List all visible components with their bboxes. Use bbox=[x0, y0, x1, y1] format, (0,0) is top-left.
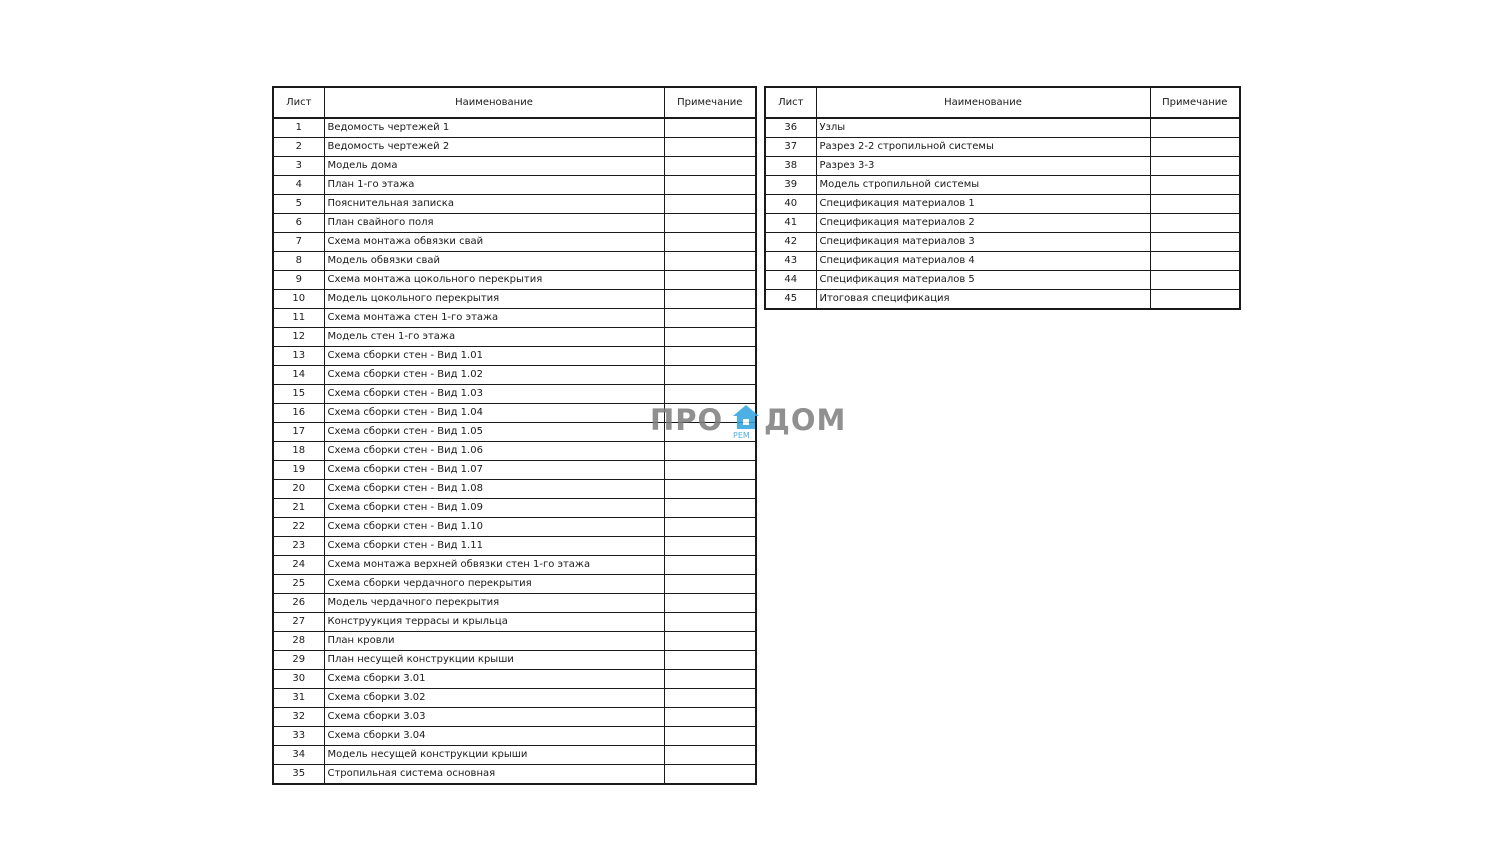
sheet-name: Модель цокольного перекрытия bbox=[324, 290, 664, 309]
sheet-note bbox=[664, 442, 756, 461]
sheet-note bbox=[664, 366, 756, 385]
sheet-note bbox=[664, 727, 756, 746]
header-sheet: Лист bbox=[765, 87, 816, 118]
sheet-name: Схема сборки чердачного перекрытия bbox=[324, 575, 664, 594]
sheet-number: 1 bbox=[273, 118, 324, 138]
sheet-number: 25 bbox=[273, 575, 324, 594]
table-row bbox=[273, 594, 756, 613]
sheet-number: 4 bbox=[273, 176, 324, 195]
table-row bbox=[273, 575, 756, 594]
sheet-note bbox=[1150, 118, 1240, 138]
sheet-name: Схема сборки стен - Вид 1.07 bbox=[324, 461, 664, 480]
table-row bbox=[273, 442, 756, 461]
watermark-logo bbox=[650, 403, 850, 439]
sheet-name: Схема сборки стен - Вид 1.10 bbox=[324, 518, 664, 537]
table-row bbox=[273, 118, 756, 138]
watermark-left-text: ПРО bbox=[650, 403, 724, 437]
sheet-note bbox=[664, 575, 756, 594]
table-row bbox=[273, 765, 756, 785]
header-sheet: Лист bbox=[273, 87, 324, 118]
sheet-name: Схема сборки 3.02 bbox=[324, 689, 664, 708]
sheet-number: 17 bbox=[273, 423, 324, 442]
sheet-name: Схема сборки стен - Вид 1.11 bbox=[324, 537, 664, 556]
sheet-number: 42 bbox=[765, 233, 816, 252]
sheet-note bbox=[664, 252, 756, 271]
table-row bbox=[765, 195, 1240, 214]
table-row bbox=[273, 556, 756, 575]
sheet-name: План кровли bbox=[324, 632, 664, 651]
sheet-note bbox=[1150, 195, 1240, 214]
sheet-name: Разрез 2-2 стропильной системы bbox=[816, 138, 1150, 157]
sheet-note bbox=[664, 328, 756, 347]
sheet-note bbox=[1150, 233, 1240, 252]
sheet-name: План свайного поля bbox=[324, 214, 664, 233]
table-header-row bbox=[765, 87, 1240, 118]
sheet-name: План несущей конструкции крыши bbox=[324, 651, 664, 670]
sheet-name: Модель несущей конструкции крыши bbox=[324, 746, 664, 765]
sheet-name: Схема сборки стен - Вид 1.09 bbox=[324, 499, 664, 518]
sheet-name: Итоговая спецификация bbox=[816, 290, 1150, 310]
sheet-number: 32 bbox=[273, 708, 324, 727]
sheet-number: 19 bbox=[273, 461, 324, 480]
sheet-name: Схема монтажа цокольного перекрытия bbox=[324, 271, 664, 290]
table-row bbox=[273, 195, 756, 214]
sheet-note bbox=[664, 689, 756, 708]
sheet-note bbox=[1150, 290, 1240, 310]
sheet-note bbox=[664, 518, 756, 537]
sheet-name: Стропильная система основная bbox=[324, 765, 664, 785]
table-row bbox=[273, 309, 756, 328]
table-row bbox=[273, 252, 756, 271]
table-row bbox=[273, 670, 756, 689]
sheet-note bbox=[1150, 214, 1240, 233]
table-row bbox=[273, 518, 756, 537]
sheet-name: Спецификация материалов 4 bbox=[816, 252, 1150, 271]
table-row bbox=[273, 157, 756, 176]
sheet-number: 2 bbox=[273, 138, 324, 157]
table-row bbox=[765, 176, 1240, 195]
sheet-number: 6 bbox=[273, 214, 324, 233]
sheet-name: Схема монтажа стен 1-го этажа bbox=[324, 309, 664, 328]
table-row bbox=[273, 328, 756, 347]
sheet-number: 24 bbox=[273, 556, 324, 575]
sheet-name: Модель дома bbox=[324, 157, 664, 176]
sheet-number: 3 bbox=[273, 157, 324, 176]
sheet-name: Модель чердачного перекрытия bbox=[324, 594, 664, 613]
sheet-note bbox=[664, 138, 756, 157]
header-note: Примечание bbox=[664, 87, 756, 118]
sheet-note bbox=[664, 670, 756, 689]
table-header-row bbox=[273, 87, 756, 118]
sheet-name: Схема сборки стен - Вид 1.06 bbox=[324, 442, 664, 461]
table-row bbox=[765, 214, 1240, 233]
table-row bbox=[273, 347, 756, 366]
sheet-number: 38 bbox=[765, 157, 816, 176]
table-row bbox=[273, 499, 756, 518]
header-note: Примечание bbox=[1150, 87, 1240, 118]
sheet-name: Спецификация материалов 1 bbox=[816, 195, 1150, 214]
sheet-name: Модель стен 1-го этажа bbox=[324, 328, 664, 347]
sheet-name: Схема сборки стен - Вид 1.05 bbox=[324, 423, 664, 442]
sheet-note bbox=[1150, 138, 1240, 157]
table-row bbox=[273, 537, 756, 556]
sheet-name: Ведомость чертежей 1 bbox=[324, 118, 664, 138]
sheet-number: 20 bbox=[273, 480, 324, 499]
sheet-note bbox=[664, 214, 756, 233]
sheet-note bbox=[664, 708, 756, 727]
sheet-name: Конструукция террасы и крыльца bbox=[324, 613, 664, 632]
sheet-note bbox=[664, 556, 756, 575]
sheet-name: Схема сборки стен - Вид 1.02 bbox=[324, 366, 664, 385]
sheet-number: 29 bbox=[273, 651, 324, 670]
table-body-left bbox=[273, 118, 756, 784]
sheet-name: Спецификация материалов 2 bbox=[816, 214, 1150, 233]
sheet-number: 18 bbox=[273, 442, 324, 461]
sheet-note bbox=[664, 233, 756, 252]
table-row bbox=[765, 290, 1240, 310]
sheet-number: 21 bbox=[273, 499, 324, 518]
header-name: Наименование bbox=[324, 87, 664, 118]
sheet-note bbox=[664, 347, 756, 366]
table-row bbox=[273, 385, 756, 404]
sheet-name: Разрез 3-3 bbox=[816, 157, 1150, 176]
sheet-name: Модель стропильной системы bbox=[816, 176, 1150, 195]
table-row bbox=[765, 233, 1240, 252]
table-row bbox=[765, 118, 1240, 138]
sheet-name: Схема сборки 3.01 bbox=[324, 670, 664, 689]
table-body-right bbox=[765, 118, 1240, 309]
sheet-number: 11 bbox=[273, 309, 324, 328]
sheet-note bbox=[664, 176, 756, 195]
sheet-note bbox=[664, 385, 756, 404]
sheet-name: Схема сборки стен - Вид 1.08 bbox=[324, 480, 664, 499]
sheet-number: 7 bbox=[273, 233, 324, 252]
sheet-number: 5 bbox=[273, 195, 324, 214]
table-row bbox=[273, 689, 756, 708]
table-row bbox=[273, 176, 756, 195]
sheet-note bbox=[664, 499, 756, 518]
sheet-name: Схема монтажа обвязки свай bbox=[324, 233, 664, 252]
sheet-number: 33 bbox=[273, 727, 324, 746]
sheet-note bbox=[664, 480, 756, 499]
drawing-list-table-right bbox=[764, 86, 1241, 310]
sheet-number: 35 bbox=[273, 765, 324, 785]
sheet-name: Узлы bbox=[816, 118, 1150, 138]
sheet-note bbox=[664, 613, 756, 632]
sheet-number: 39 bbox=[765, 176, 816, 195]
sheet-note bbox=[664, 309, 756, 328]
sheet-number: 45 bbox=[765, 290, 816, 310]
table-row bbox=[273, 480, 756, 499]
sheet-note bbox=[664, 651, 756, 670]
table-row bbox=[273, 746, 756, 765]
sheet-note bbox=[664, 195, 756, 214]
sheet-note bbox=[664, 157, 756, 176]
sheet-number: 41 bbox=[765, 214, 816, 233]
sheet-note bbox=[664, 290, 756, 309]
sheet-note bbox=[1150, 271, 1240, 290]
sheet-number: 13 bbox=[273, 347, 324, 366]
sheet-note bbox=[664, 118, 756, 138]
sheet-number: 37 bbox=[765, 138, 816, 157]
table-row bbox=[273, 366, 756, 385]
sheet-name: Схема сборки стен - Вид 1.04 bbox=[324, 404, 664, 423]
sheet-name: Схема монтажа верхней обвязки стен 1-го этажа bbox=[324, 556, 664, 575]
sheet-number: 9 bbox=[273, 271, 324, 290]
table-row bbox=[273, 233, 756, 252]
sheet-name: Спецификация материалов 5 bbox=[816, 271, 1150, 290]
table-row bbox=[273, 613, 756, 632]
sheet-number: 27 bbox=[273, 613, 324, 632]
sheet-note bbox=[664, 537, 756, 556]
sheet-number: 15 bbox=[273, 385, 324, 404]
sheet-name: Схема сборки стен - Вид 1.03 bbox=[324, 385, 664, 404]
sheet-number: 40 bbox=[765, 195, 816, 214]
table-row bbox=[765, 138, 1240, 157]
sheet-number: 43 bbox=[765, 252, 816, 271]
sheet-number: 12 bbox=[273, 328, 324, 347]
sheet-number: 8 bbox=[273, 252, 324, 271]
table-continuation-edge bbox=[272, 757, 757, 760]
sheet-name: Схема сборки стен - Вид 1.01 bbox=[324, 347, 664, 366]
sheet-number: 14 bbox=[273, 366, 324, 385]
sheet-number: 16 bbox=[273, 404, 324, 423]
sheet-note bbox=[1150, 252, 1240, 271]
sheet-number: 31 bbox=[273, 689, 324, 708]
watermark-sub-text: РЕМ bbox=[733, 431, 750, 440]
table-row bbox=[273, 708, 756, 727]
sheet-note bbox=[664, 461, 756, 480]
table-row bbox=[273, 461, 756, 480]
sheet-note bbox=[664, 271, 756, 290]
table-row bbox=[273, 632, 756, 651]
header-name: Наименование bbox=[816, 87, 1150, 118]
sheet-note bbox=[664, 632, 756, 651]
sheet-name: Ведомость чертежей 2 bbox=[324, 138, 664, 157]
sheet-number: 28 bbox=[273, 632, 324, 651]
sheet-note bbox=[664, 765, 756, 785]
sheet-note bbox=[664, 746, 756, 765]
sheet-number: 30 bbox=[273, 670, 324, 689]
table-row bbox=[273, 271, 756, 290]
sheet-number: 23 bbox=[273, 537, 324, 556]
house-icon bbox=[732, 403, 760, 429]
sheet-number: 22 bbox=[273, 518, 324, 537]
sheet-number: 26 bbox=[273, 594, 324, 613]
sheet-note bbox=[1150, 176, 1240, 195]
watermark-right-text: ДОМ bbox=[764, 403, 847, 437]
table-row bbox=[273, 138, 756, 157]
table-row bbox=[765, 252, 1240, 271]
sheet-number: 44 bbox=[765, 271, 816, 290]
table-row bbox=[273, 214, 756, 233]
table-row bbox=[273, 651, 756, 670]
sheet-name: Модель обвязки свай bbox=[324, 252, 664, 271]
sheet-name: Спецификация материалов 3 bbox=[816, 233, 1150, 252]
sheet-name: Схема сборки 3.03 bbox=[324, 708, 664, 727]
table-row bbox=[273, 290, 756, 309]
sheet-number: 34 bbox=[273, 746, 324, 765]
sheet-note bbox=[664, 594, 756, 613]
table-row bbox=[273, 727, 756, 746]
sheet-number: 10 bbox=[273, 290, 324, 309]
sheet-name: План 1-го этажа bbox=[324, 176, 664, 195]
sheet-name: Пояснительная записка bbox=[324, 195, 664, 214]
sheet-number: 36 bbox=[765, 118, 816, 138]
sheet-name: Схема сборки 3.04 bbox=[324, 727, 664, 746]
table-row bbox=[765, 271, 1240, 290]
sheet-note bbox=[1150, 157, 1240, 176]
table-row bbox=[765, 157, 1240, 176]
